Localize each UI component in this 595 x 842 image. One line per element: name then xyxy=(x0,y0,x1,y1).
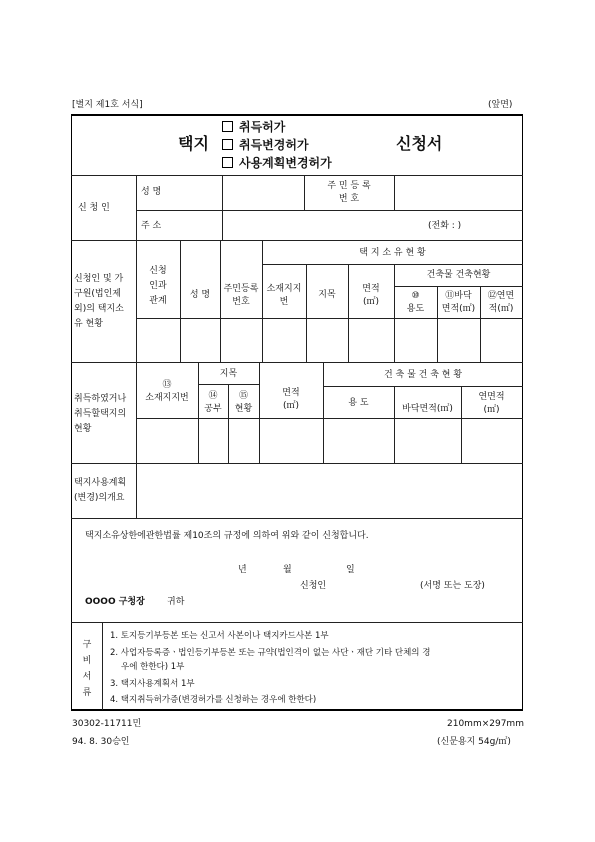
acquire-category-header: 지목 xyxy=(219,369,238,379)
document-item-2: 2. 사업자등록증ㆍ법인등기부등본 또는 규약(법인격이 없는 사단ㆍ재단 기타 단체의 경 xyxy=(110,648,431,658)
checkbox-icon[interactable] xyxy=(222,139,233,150)
resident-no-label-2: 번 호 xyxy=(338,194,360,204)
phone-label: (전화 : ) xyxy=(428,221,462,231)
applicant-section-label: 신 청 인 xyxy=(78,203,110,213)
checkbox-icon[interactable] xyxy=(222,157,233,168)
date-month: 월 xyxy=(283,565,292,575)
building-status-header: 건축물 건축현황 xyxy=(426,270,491,280)
acquire-use-header: 용 도 xyxy=(348,398,369,408)
addressee-suffix: 귀하 xyxy=(167,597,185,607)
document-item-1: 1. 토지등기부등본 또는 신고서 사본이나 택지카드사본 1부 xyxy=(110,631,329,641)
acquire-area-header: 면적 (㎡) xyxy=(282,388,300,411)
document-item-2-cont: 우에 한한다) 1부 xyxy=(121,662,185,672)
acquire-section-label: 취득하였거나 취득할택지의 현황 xyxy=(74,394,127,434)
relation-header: 신청 인과 관계 xyxy=(149,266,167,306)
resident-no-label-1: 주 민 등 록 xyxy=(327,181,371,191)
form-code: 30302-11711민 xyxy=(72,719,142,729)
approval-date: 94. 8. 30승인 xyxy=(72,737,130,747)
acquire-floor-header: 바닥면적(㎡) xyxy=(402,404,453,414)
date-day: 일 xyxy=(346,565,355,575)
paper-size: 210mm×297mm xyxy=(447,719,524,729)
option-acquire[interactable]: 취득허가 xyxy=(222,121,285,133)
date-year: 년 xyxy=(238,565,247,575)
holdings-name-header: 성 명 xyxy=(189,290,211,300)
document-item-4: 4. 택지취득허가증(변경허가를 신청하는 경우에 한한다) xyxy=(110,695,317,705)
holdings-section-label: 신청인 및 가 구원(법인제 외)의 택지소 유 현황 xyxy=(74,274,124,329)
applicant-sign-label: 신청인 xyxy=(300,581,327,591)
checkbox-icon[interactable] xyxy=(222,121,233,132)
sign-or-seal-label: (서명 또는 도장) xyxy=(420,581,485,591)
area-header: 면적 (㎡) xyxy=(362,284,380,307)
address-label: 주 소 xyxy=(141,221,162,231)
option-acquire-change[interactable]: 취득변경허가 xyxy=(222,139,309,151)
acquire-building-header: 건 축 물 건 축 현 황 xyxy=(383,370,463,380)
title-right: 신청서 xyxy=(396,134,443,153)
document-item-3: 3. 택지사용계획서 1부 xyxy=(110,679,195,689)
name-label: 성 명 xyxy=(141,187,162,197)
holdings-id-header: 주민등록 번호 xyxy=(223,284,259,307)
acquire-total-header: 연면적 (㎡) xyxy=(478,392,505,415)
documents-label: 구 비 서 류 xyxy=(82,640,92,698)
page-side-label: (앞면) xyxy=(488,100,513,110)
addressee: OOOO 구청장 xyxy=(85,597,145,607)
title-left: 택지 xyxy=(178,134,209,153)
declaration-text: 택지소유상한에관한법률 제10조의 규정에 의하여 위와 같이 신청합니다. xyxy=(85,531,369,541)
category-header: 지목 xyxy=(318,290,336,300)
category-ledger-header: ⑭ 공부 xyxy=(204,391,222,414)
location-header: 소재지지 번 xyxy=(266,284,302,307)
option-use-plan-change[interactable]: 사용계획변경허가 xyxy=(222,157,332,169)
paper-spec: (신문용지 54g/㎡) xyxy=(437,737,511,747)
total-area-header: ⑫연면 적(㎡) xyxy=(487,291,515,314)
form-number: [별지 제1호 서식] xyxy=(72,100,143,110)
floor-area-header: ⑪바닥 면적(㎡) xyxy=(441,291,476,314)
use-plan-label: 택지사용계획 (변경)의개요 xyxy=(74,478,127,503)
acquire-location-header: ⑬ 소재지지번 xyxy=(145,380,189,403)
category-actual-header: ⑮ 현황 xyxy=(234,391,253,414)
land-status-header: 택 지 소 유 현 황 xyxy=(359,248,426,258)
use-header: ⑩ 용도 xyxy=(406,291,425,314)
